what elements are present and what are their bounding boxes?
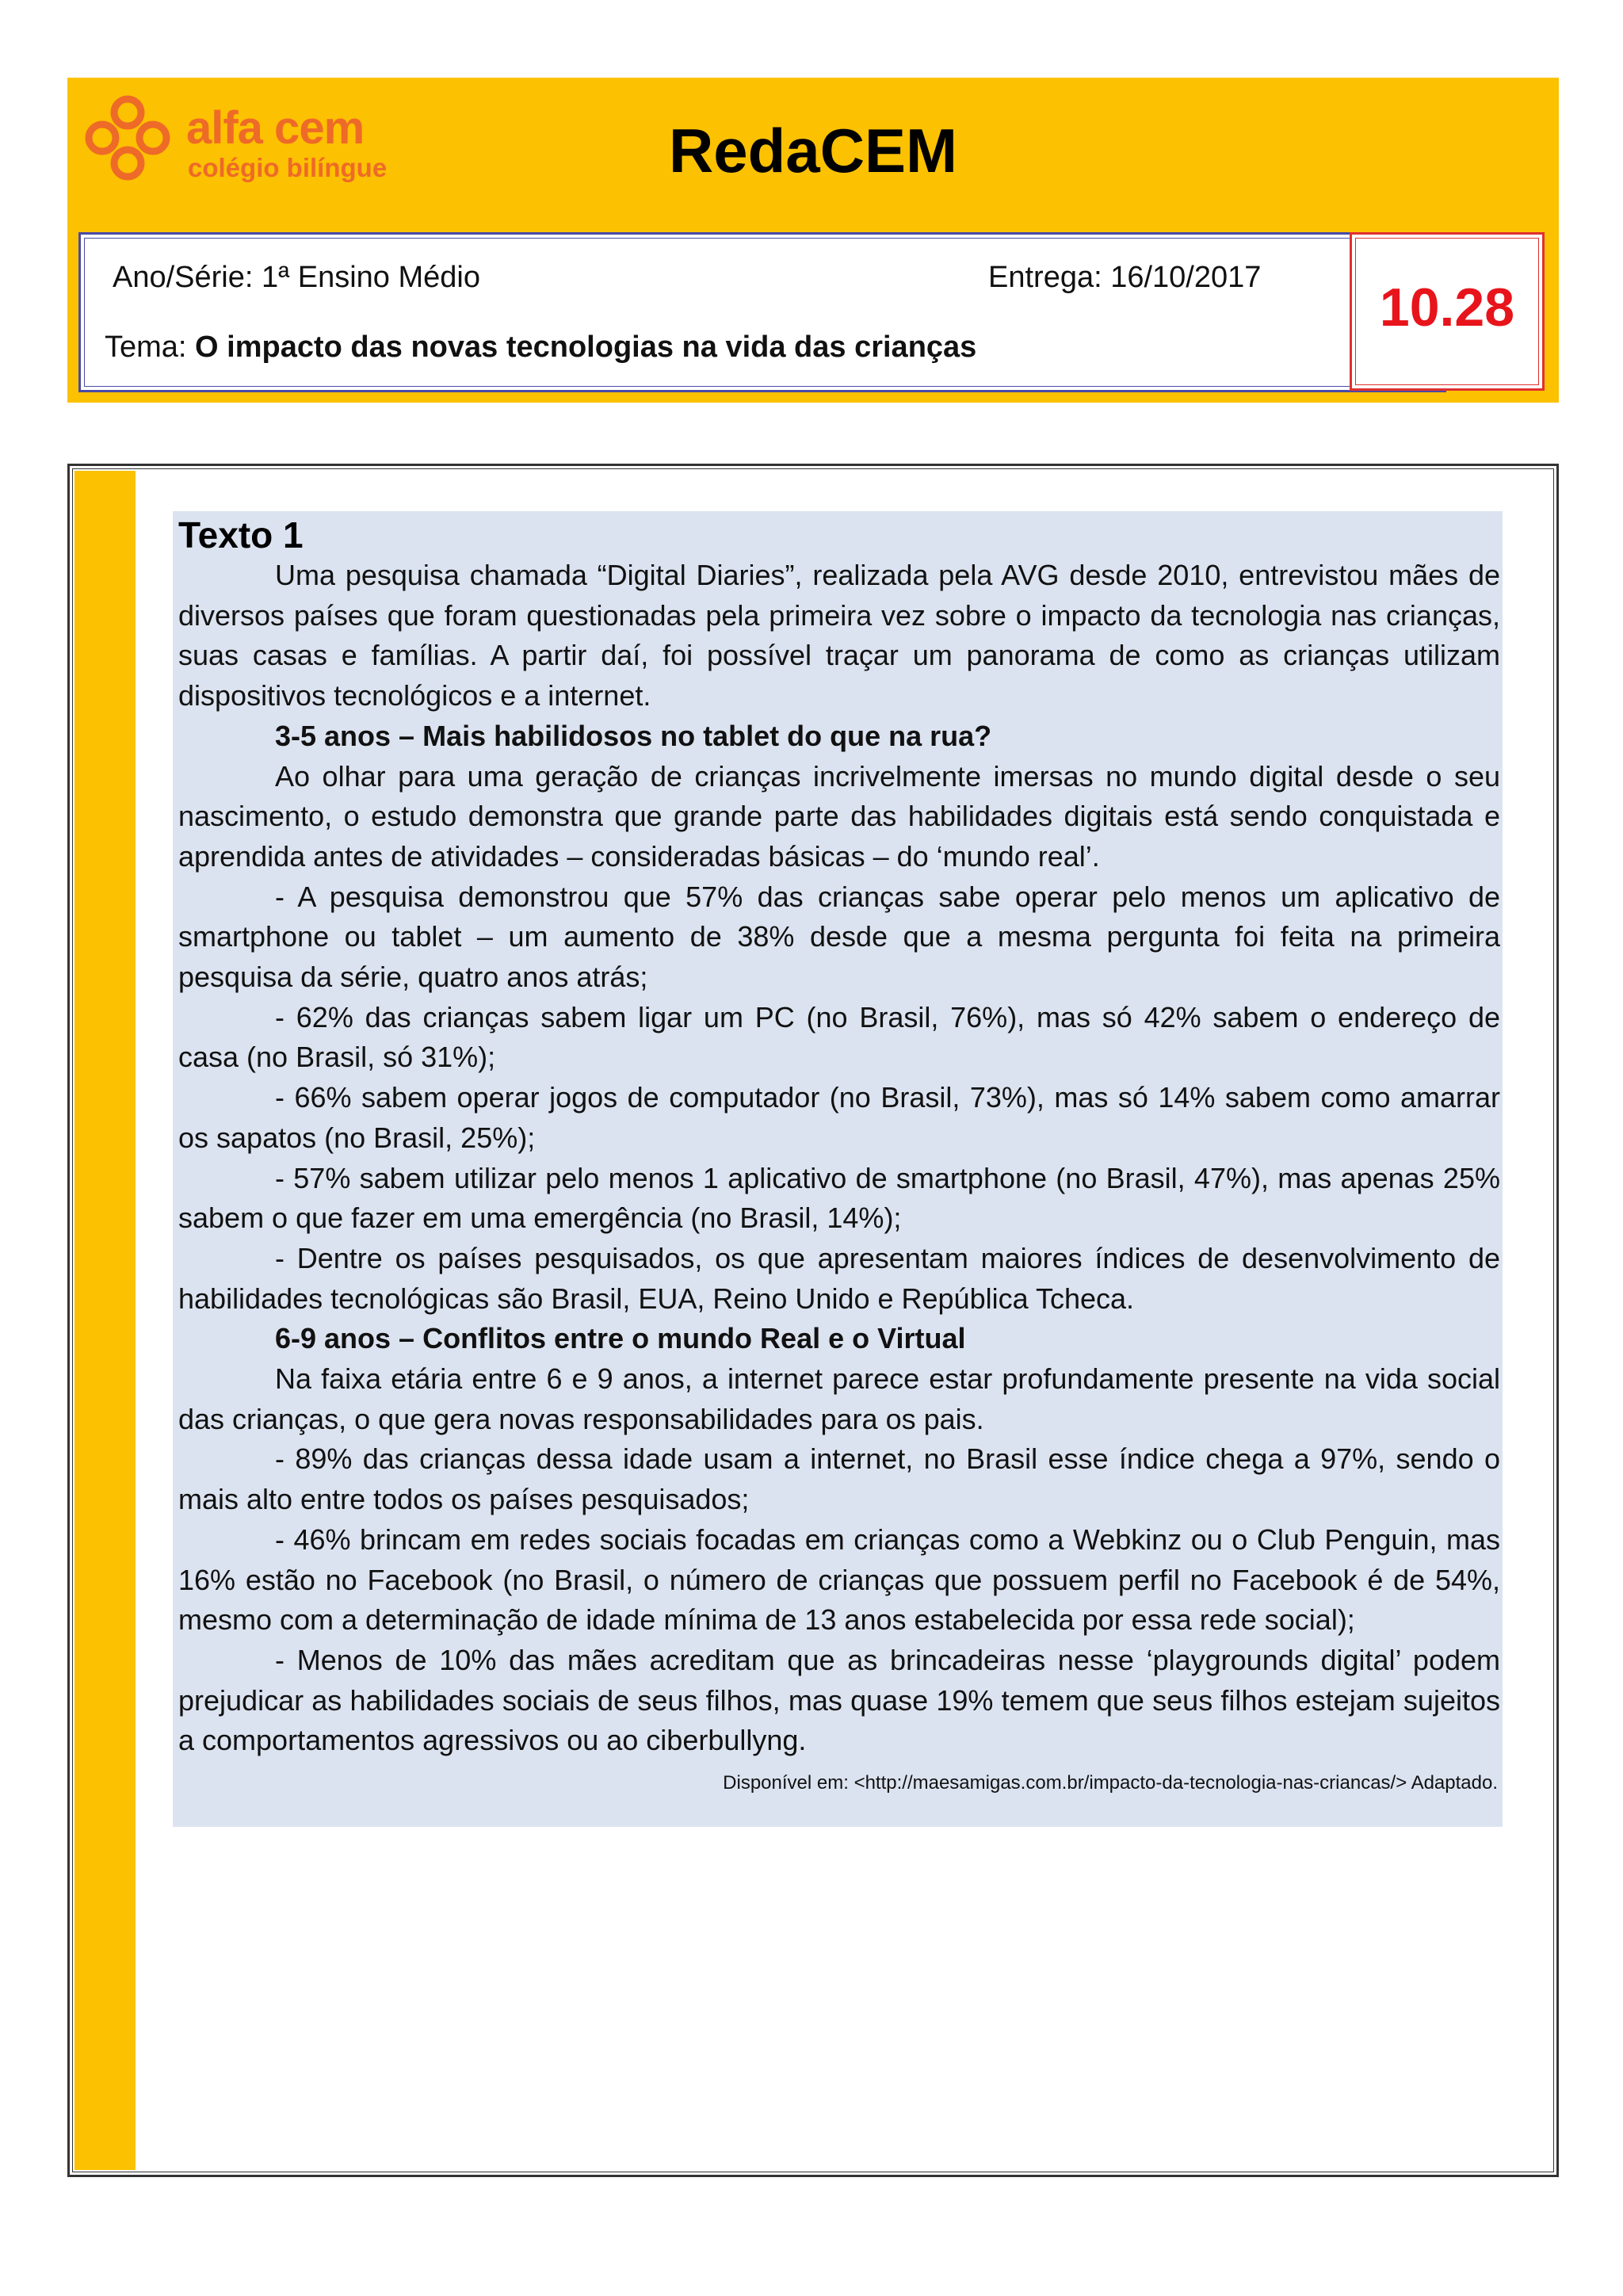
paragraph: - A pesquisa demonstrou que 57% das crianças sabe operar pelo menos um aplicativo de smartphone ou tablet – um aumento de 38% desde que a mesma pergunta foi feita na primeira pesquisa da série, quatro anos atrás; [178,880,1500,994]
paragraph: - 89% das crianças dessa idade usam a internet, no Brasil esse índice chega a 97%, sendo o mais alto entre todos os países pesquisados; [178,1442,1500,1516]
paragraph: Na faixa etária entre 6 e 9 anos, a internet parece estar profundamente presente na vida social das crianças, o que gera novas responsabilidades para os pais. [178,1362,1500,1435]
logo-name: alfa cem [186,102,365,154]
paragraph: Ao olhar para uma geração de crianças incrivelmente imersas no mundo digital desde o seu nascimento, o estudo demonstra que grande parte das habilidades digitais está sendo conquistada e aprendida antes de atividades – consideradas básicas – do ‘mundo real’. [178,759,1500,873]
paragraph: - 62% das crianças sabem ligar um PC (no Brasil, 76%), mas só 42% sabem o endereço de casa (no Brasil, só 31%); [178,1000,1500,1074]
paragraph: - 57% sabem utilizar pelo menos 1 aplicativo de smartphone (no Brasil, 47%), mas apenas 25% sabem o que fazer em uma emergência (no Brasil, 14%); [178,1161,1500,1235]
content-frame [67,464,1559,2177]
assignment-info-box [78,232,1446,392]
section-heading: 3-5 anos – Mais habilidosos no tablet do que na rua? [275,719,992,752]
assignment-code-box [1350,232,1545,391]
tema-label [105,328,976,366]
text-body [178,556,1500,1761]
entrega-label: Entrega: 16/10/2017 [988,261,1262,294]
tema-prefix: Tema: [105,330,196,364]
header-banner [67,78,1559,403]
section-heading: 6-9 anos – Conflitos entre o mundo Real e o Virtual [275,1322,966,1355]
text-panel [173,511,1503,1827]
serie-label: Ano/Série: 1ª Ensino Médio [113,261,480,294]
source-citation: Disponível em: <http://maesamigas.com.br/impacto-da-tecnologia-nas-criancas/> Adaptado. [723,1772,1498,1794]
logo-subtitle: colégio bilíngue [188,153,388,182]
assignment-code: 10.28 [1379,277,1515,338]
side-stripe [74,471,136,2170]
page-title: RedaCEM [668,116,958,185]
paragraph: - Menos de 10% das mães acreditam que as brincadeiras nesse ‘playgrounds digital’ podem prejudicar as habilidades sociais de seus filhos, mas quase 19% temem que seus filhos estejam sujeitos a comportamentos agressivos ou ao ciberbullyng. [178,1643,1500,1757]
tema-value: O impacto das novas tecnologias na vida das crianças [195,330,977,364]
paragraph: - 46% brincam em redes sociais focadas em crianças como a Webkinz ou o Club Penguin, mas 16% estão no Facebook (no Brasil, o número de crianças que possuem perfil no Facebook é de 54%, mesmo com a determinação de idade mínima de 13 anos estabelecida por essa rede social); [178,1522,1500,1637]
paragraph: - 66% sabem operar jogos de computador (no Brasil, 73%), mas só 14% sabem como amarrar os sapatos (no Brasil, 25%); [178,1081,1500,1154]
paragraph: Uma pesquisa chamada “Digital Diaries”, realizada pela AVG desde 2010, entrevistou mães de diversos países que foram questionadas pela primeira vez sobre o impacto da tecnologia nas crianças, suas casas e famílias. A partir daí, foi possível traçar um panorama de como as crianças utilizam dispositivos tecnológicos e a internet. [178,559,1500,712]
paragraph: - Dentre os países pesquisados, os que apresentam maiores índices de desenvolvimento de habilidades tecnológicas são Brasil, EUA, Reino Unido e República Tcheca. [178,1241,1500,1315]
text-title: Texto 1 [178,514,304,556]
